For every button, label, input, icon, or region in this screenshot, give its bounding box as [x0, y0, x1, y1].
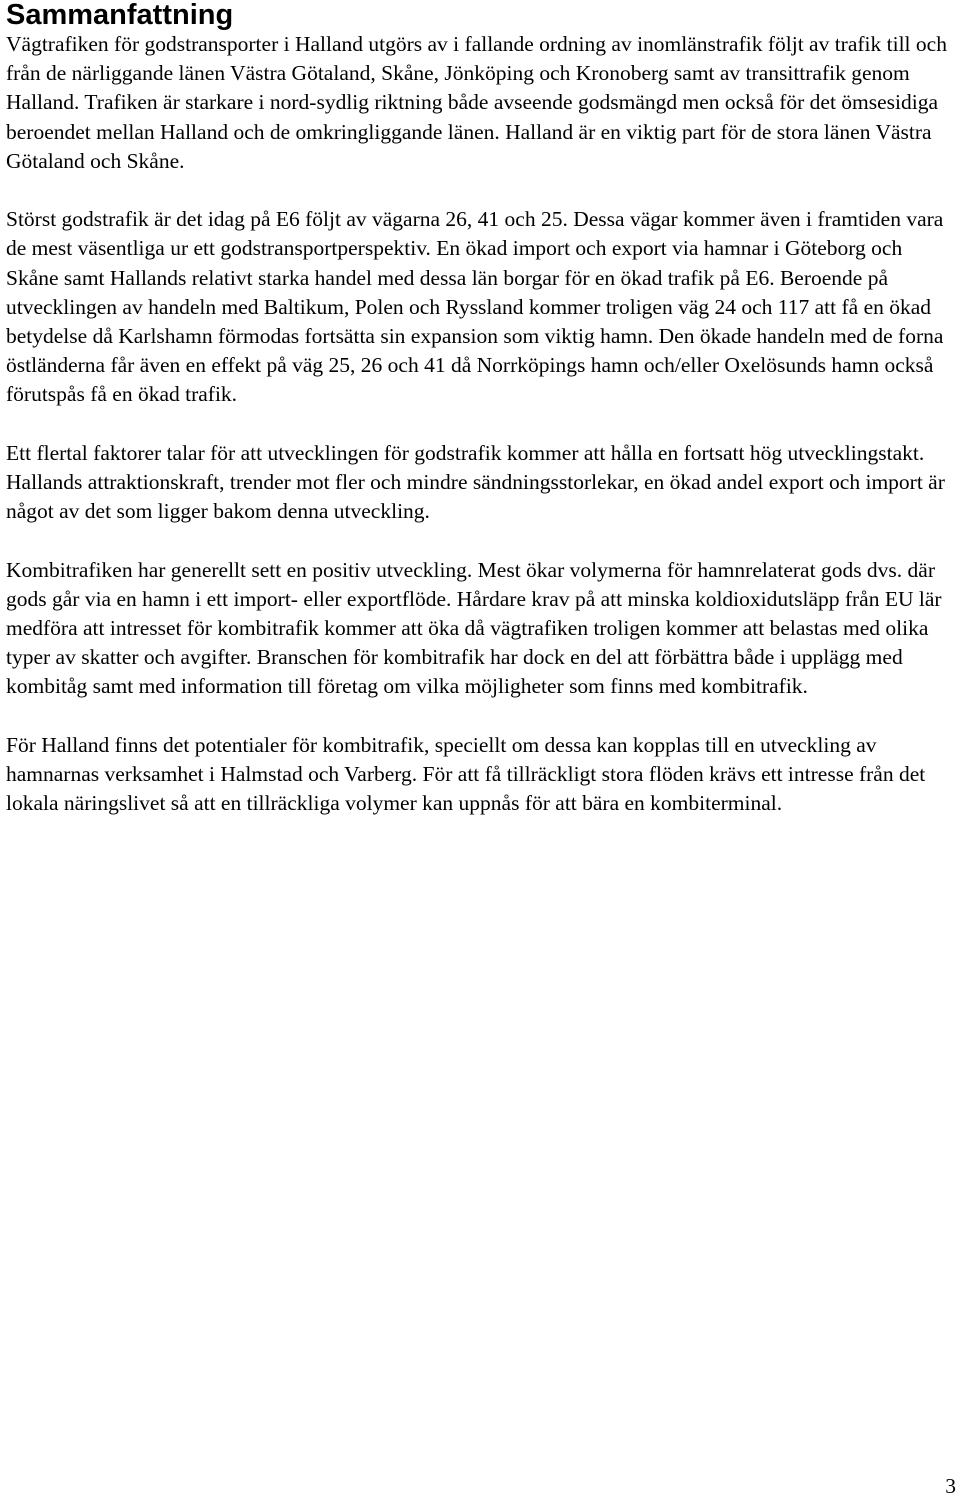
paragraph-gap — [6, 410, 958, 439]
paragraph-gap — [6, 702, 958, 731]
paragraph-intro: Vägtrafiken för godstransporter i Halland utgörs av i fallande ordning av inomlänstrafik följt av trafik till och från de närliggande länen Västra Götaland, Skåne, Jönköping och Kronoberg samt av transittrafik genom Halland. Trafiken är starkare i nord-sydlig riktning både avseende godsmängd men också för det ömsesidiga beroendet mellan Halland och de omkringliggande länen. Halland är en viktig part för de stora länen Västra Götaland och Skåne. — [6, 32, 947, 173]
document-page — [6, 0, 958, 818]
page-number: 3 — [945, 1474, 956, 1498]
page-title: Sammanfattning — [6, 0, 234, 31]
paragraph-halland-potential: För Halland finns det potentialer för kombitrafik, speciellt om dessa kan kopplas till en utveckling av hamnarnas verksamhet i Halmstad och Varberg. För att få tillräckligt stora flöden krävs ett intresse från det lokala näringslivet så att en tillräckliga volymer kan uppnås för att bära en kombiterminal. — [6, 732, 926, 816]
paragraph-gap — [6, 176, 958, 205]
paragraph-roads: Störst godstrafik är det idag på E6 följt av vägarna 26, 41 och 25. Dessa vägar kommer även i framtiden vara de mest väsentliga ur ett godstransportperspektiv. En ökad import och export via hamnar i Göteborg och Skåne samt Hallands relativt starka handel med dessa län borgar för en ökad trafik på E6. Beroende på utvecklingen av handeln med Baltikum, Polen och Ryssland kommer troligen väg 24 och 117 att få en ökad betydelse då Karlshamn förmodas fortsätta sin expansion som viktig hamn. Den ökade handeln med de forna östländerna får även en effekt på väg 25, 26 och 41 då Norrköpings hamn och/eller Oxelösunds hamn också förutspås få en ökad trafik. — [6, 207, 944, 407]
paragraph-kombitrafik: Kombitrafiken har generellt sett en positiv utveckling. Mest ökar volymerna för hamnrelaterat gods dvs. där gods går via en hamn i ett import- eller exportflöde. Hårdare krav på att minska koldioxidutsläpp från EU lär medföra att intresset för kombitrafik kommer att öka då vägtrafiken troligen kommer att belastas med olika typer av skatter och avgifter. Branschen för kombitrafik har dock en del att förbättra både i upplägg med kombitåg samt med information till företag om vilka möjligheter som finns med kombitrafik. — [6, 557, 942, 699]
paragraph-growth: Ett flertal faktorer talar för att utvecklingen för godstrafik kommer att hålla en fortsatt hög utvecklingstakt. Hallands attraktionskraft, trender mot fler och mindre sändningsstorlekar, en ökad andel export och import är något av det som ligger bakom denna utveckling. — [6, 440, 945, 524]
paragraph-gap — [6, 526, 958, 555]
